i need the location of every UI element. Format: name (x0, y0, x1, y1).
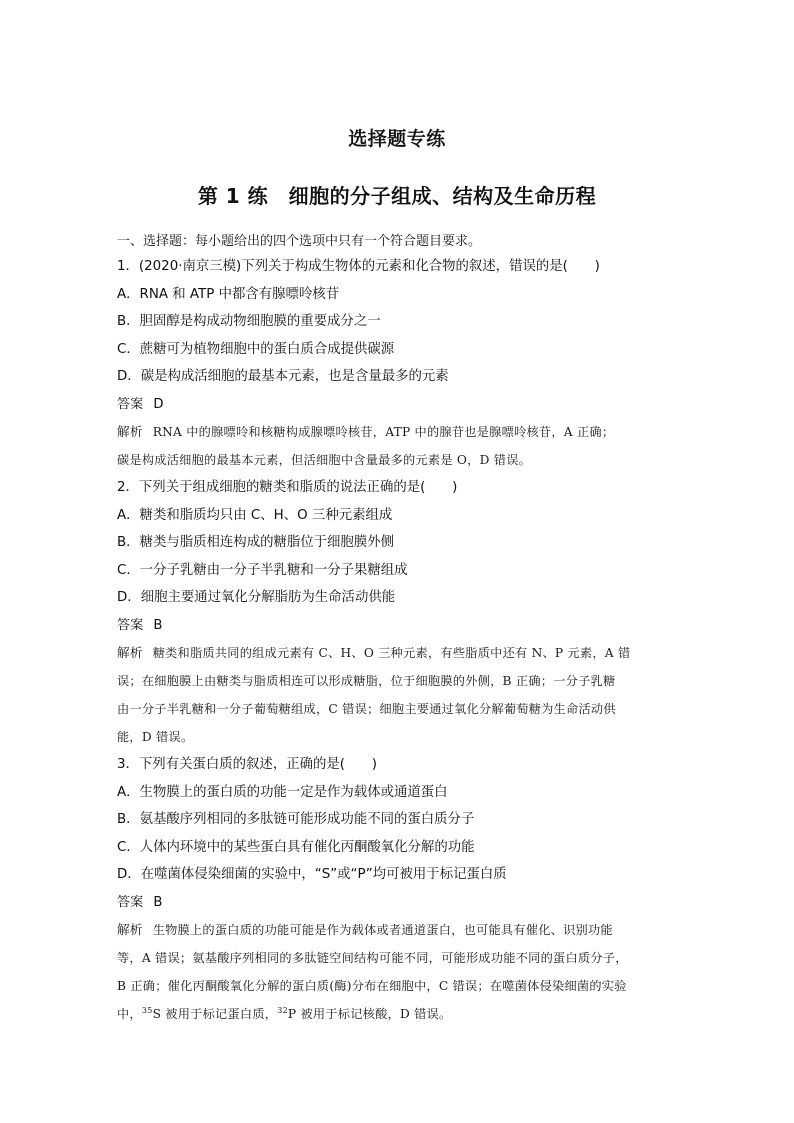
question-3 (117, 751, 686, 1028)
answer-label: 答案 (117, 617, 144, 633)
section-instruction: 一、选择题：每小题给出的四个选项中只有一个符合题目要求。 (117, 234, 482, 249)
question-2 (117, 474, 686, 751)
answer-label: 答案 (117, 894, 144, 910)
question-stem: 1．(2020·南京三模)下列关于构成生物体的元素和化合物的叙述，错误的是( ) (117, 259, 600, 274)
exercise-content (117, 230, 686, 1028)
option-c: C．蔗糖可为植物细胞中的蛋白质合成提供碳源 (117, 341, 395, 357)
option-a: A．RNA 和 ATP 中都含有腺嘌呤核苷 (117, 286, 340, 302)
option-d: D．在噬菌体侵染细菌的实验中，“S”或“P”均可被用于标记蛋白质 (117, 867, 507, 882)
analysis-line: 由一分子半乳糖和一分子葡萄糖组成，C 错误；细胞主要通过氧化分解葡萄糖为生命活动供 (117, 702, 616, 716)
analysis-block (117, 916, 686, 1028)
question-1 (117, 253, 686, 474)
analysis-line: B 正确；催化丙酮酸氧化分解的蛋白质(酶)分布在细胞中，C 错误；在噬菌体侵染细菌的实验 (117, 979, 627, 993)
option-a: A．生物膜上的蛋白质的功能一定是作为载体或通道蛋白 (117, 784, 448, 800)
answer-line (117, 889, 686, 917)
option-b: B．胆固醇是构成动物细胞膜的重要成分之一 (117, 314, 381, 329)
analysis-line: 碳是构成活细胞的最基本元素，但活细胞中含量最多的元素是 O，D 错误。 (117, 453, 532, 467)
answer-value: D (153, 396, 164, 412)
answer-label: 答案 (117, 396, 144, 412)
option-d: D．细胞主要通过氧化分解脂肪为生命活动供能 (117, 590, 396, 605)
analysis-line: 等，A 错误；氨基酸序列相同的多肽链空间结构可能不同，可能形成功能不同的蛋白质分子， (117, 951, 628, 965)
analysis-line: 解析 RNA 中的腺嘌呤和核糖构成腺嘌呤核苷，ATP 中的腺苷也是腺嘌呤核苷，A 正确； (117, 424, 615, 439)
option-c: C．一分子乳糖由一分子半乳糖和一分子果糖组成 (117, 562, 408, 578)
analysis-line: 能，D 错误。 (117, 730, 194, 744)
analysis-line: 解析 糖类和脂质共同的组成元素有 C、H、O 三种元素，有些脂质中还有 N、P 元素，A 错 (117, 645, 631, 660)
answer-line (117, 391, 686, 419)
answer-value: B (153, 894, 163, 910)
analysis-block (117, 639, 686, 751)
analysis-line: 中，$^{35}$S 被用于标记蛋白质，$^{32}$P 被用于标记核酸，D 错误。 (117, 1005, 452, 1021)
analysis-line: 误；在细胞膜上由糖类与脂质相连可以形成糖脂，位于细胞膜的外侧，B 正确；一分子乳糖 (117, 674, 616, 688)
option-b: B．氨基酸序列相同的多肽链可能形成功能不同的蛋白质分子 (117, 812, 475, 827)
isotope-mass-number: 35 (141, 1005, 153, 1015)
option-a: A．糖类和脂质均只由 C、H、O 三种元素组成 (117, 507, 393, 523)
analysis-block (117, 418, 686, 474)
question-stem: 3．下列有关蛋白质的叙述，正确的是( ) (117, 757, 377, 772)
option-b: B．糖类与脂质相连构成的糖脂位于细胞膜外侧 (117, 535, 394, 550)
option-c: C．人体内环境中的某些蛋白具有催化丙酮酸氧化分解的功能 (117, 839, 475, 855)
analysis-label: 解析 (117, 922, 143, 937)
option-d: D．碳是构成活细胞的最基本元素，也是含量最多的元素 (117, 369, 449, 384)
page-title: 选择题专练 (348, 128, 446, 150)
question-stem: 2．下列关于组成细胞的糖类和脂质的说法正确的是( ) (117, 480, 458, 495)
analysis-line: 解析 生物膜上的蛋白质的功能可能是作为载体或者通道蛋白，也可能具有催化、识别功能 (117, 922, 613, 937)
answer-line (117, 612, 686, 640)
isotope-mass-number: 32 (277, 1005, 288, 1015)
answer-value: B (153, 617, 163, 633)
analysis-label: 解析 (117, 645, 143, 660)
page-subtitle: 第 1 练 细胞的分子组成、结构及生命历程 (197, 184, 597, 208)
analysis-label: 解析 (117, 424, 143, 439)
